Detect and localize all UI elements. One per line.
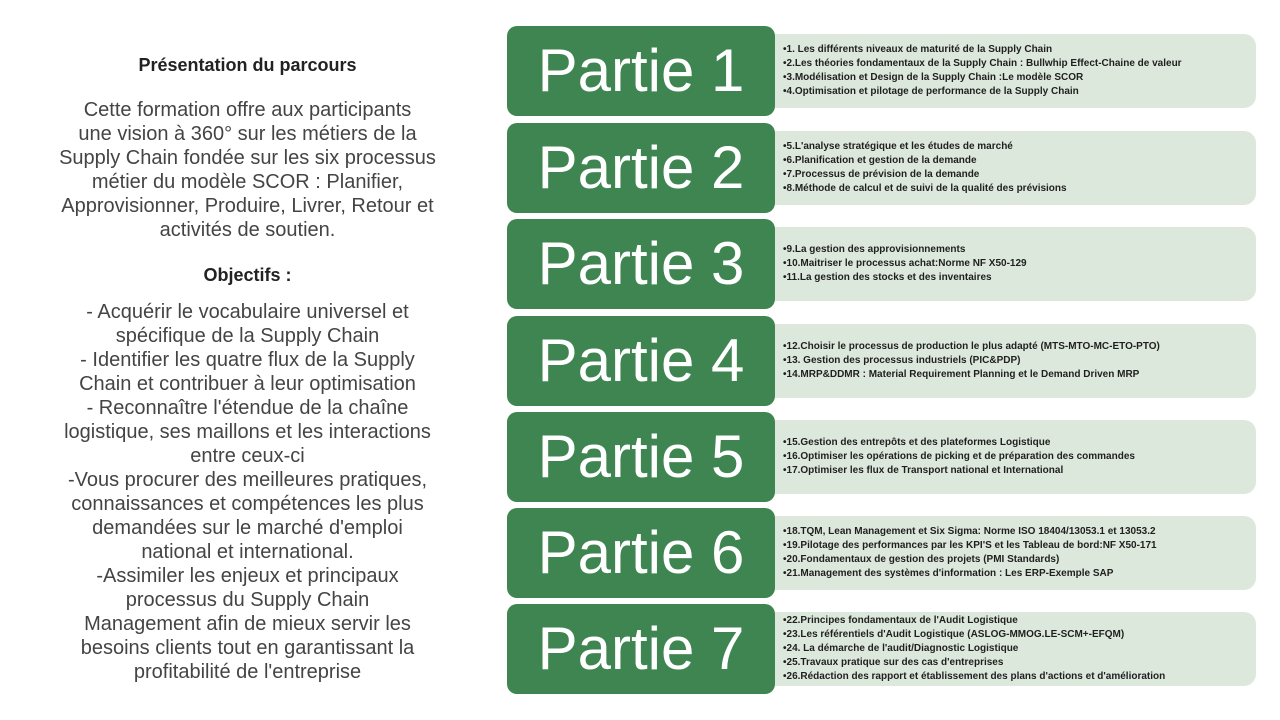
part-details	[775, 131, 1256, 205]
part-label: Partie 4	[507, 316, 775, 406]
part-item: •7.Processus de prévision de la demande	[783, 169, 980, 180]
part-item: •1. Les différents niveaux de maturité de la Supply Chain	[783, 44, 1053, 55]
part-details	[775, 227, 1256, 301]
part-item: •25.Travaux pratique sur des cas d'entreprises	[783, 657, 1004, 668]
part-item: •13. Gestion des processus industriels (PIC&PDP)	[783, 355, 1021, 366]
part-label: Partie 6	[507, 508, 775, 598]
part-item: •20.Fondamentaux de gestion des projets (PMI Standards)	[783, 554, 1060, 565]
part-details	[775, 516, 1256, 590]
part-label: Partie 2	[507, 123, 775, 213]
part-3	[507, 219, 1256, 309]
part-item: •2.Les théories fondamentaux de la Supply Chain : Bullwhip Effect-Chaine de valeur	[783, 58, 1182, 69]
part-item: •21.Management des systèmes d'information : Les ERP-Exemple SAP	[783, 568, 1114, 579]
course-overview	[20, 52, 475, 684]
part-item: •24. La démarche de l'audit/Diagnostic Logistique	[783, 643, 1019, 654]
part-4	[507, 316, 1256, 406]
part-item: •6.Planification et gestion de la demande	[783, 155, 977, 166]
part-label: Partie 1	[507, 26, 775, 116]
part-details	[775, 420, 1256, 494]
objectives-text: - Acquérir le vocabulaire universel et spécifique de la Supply Chain - Identifier les quatre flux de la Supply Chain et contribuer à leur optimisation - Reconnaître l'étendue de la chaîne logistique, ses maillons et les interactions entre ceux-ci -Vous procurer des meilleures pratiques, connaissances et compétences les plus demandées sur le marché d'emploi national et international. -Assimiler les enjeux et principaux processus du Supply Chain Management afin de mieux servir les besoins clients tout en garantissant la profitabilité de l'entreprise	[64, 301, 431, 683]
part-item: •3.Modélisation et Design de la Supply Chain :Le modèle SCOR	[783, 72, 1084, 83]
presentation-text: Cette formation offre aux participants une vision à 360° sur les métiers de la Supply Chain fondée sur les six processus métier du modèle SCOR : Planifier, Approvisionner, Produire, Livrer, Retour et activités de soutien.	[59, 99, 436, 241]
part-details	[775, 34, 1256, 108]
part-5	[507, 412, 1256, 502]
part-item: •18.TQM, Lean Management et Six Sigma: Norme ISO 18404/13053.1 et 13053.2	[783, 526, 1156, 537]
part-item: •23.Les référentiels d'Audit Logistique (ASLOG-MMOG.LE-SCM+-EFQM)	[783, 629, 1125, 640]
part-6	[507, 508, 1256, 598]
presentation-heading: Présentation du parcours	[138, 55, 357, 75]
part-item: •8.Méthode de calcul et de suivi de la qualité des prévisions	[783, 183, 1067, 194]
objectives-heading: Objectifs :	[203, 265, 292, 285]
part-item: •14.MRP&DDMR : Material Requirement Planning et le Demand Driven MRP	[783, 369, 1140, 380]
part-item: •17.Optimiser les flux de Transport national et International	[783, 465, 1064, 476]
part-item: •12.Choisir le processus de production le plus adapté (MTS-MTO-MC-ETO-PTO)	[783, 341, 1160, 352]
part-item: •22.Principes fondamentaux de l'Audit Logistique	[783, 615, 1018, 626]
part-details	[775, 612, 1256, 686]
part-item: •19.Pilotage des performances par les KPI'S et les Tableau de bord:NF X50-171	[783, 540, 1157, 551]
part-item: •26.Rédaction des rapport et établissement des plans d'actions et d'amélioration	[783, 671, 1166, 682]
part-label: Partie 5	[507, 412, 775, 502]
part-label: Partie 3	[507, 219, 775, 309]
part-item: •4.Optimisation et pilotage de performance de la Supply Chain	[783, 86, 1079, 97]
part-item: •11.La gestion des stocks et des inventaires	[783, 272, 992, 283]
part-item: •15.Gestion des entrepôts et des plateformes Logistique	[783, 437, 1051, 448]
part-label: Partie 7	[507, 604, 775, 694]
part-details	[775, 324, 1256, 398]
part-item: •16.Optimiser les opérations de picking et de préparation des commandes	[783, 451, 1135, 462]
part-item: •10.Maitriser le processus achat:Norme NF X50-129	[783, 258, 1027, 269]
part-1	[507, 26, 1256, 116]
part-7	[507, 604, 1256, 694]
part-item: •9.La gestion des approvisionnements	[783, 244, 966, 255]
part-2	[507, 123, 1256, 213]
part-item: •5.L'analyse stratégique et les études de marché	[783, 141, 1013, 152]
